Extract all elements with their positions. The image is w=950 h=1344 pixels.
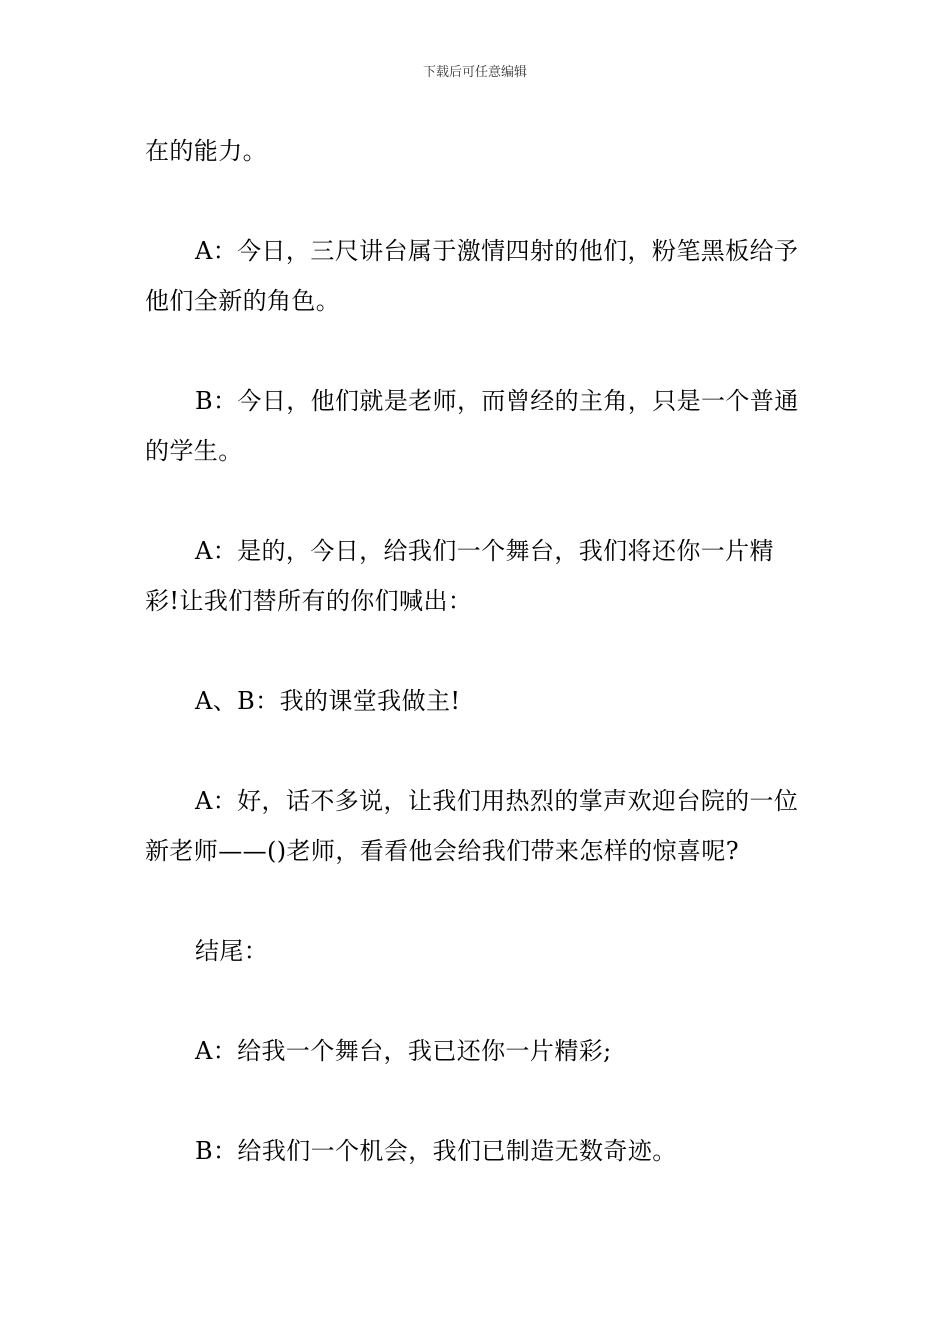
paragraph-8: A：给我一个舞台，我已还你一片精彩;: [195, 1037, 612, 1065]
paragraph-3: B：今日，他们就是老师，而曾经的主角，只是一个普通的学生。: [145, 387, 799, 465]
page-header: 下载后可任意编辑: [422, 65, 527, 80]
paragraph-2: A：今日，三尺讲台属于激情四射的他们，粉笔黑板给予他们全新的角色。: [145, 237, 799, 315]
paragraph-9: B：给我们一个机会，我们已制造无数奇迹。: [195, 1137, 677, 1165]
paragraph-4: A：是的，今日，给我们一个舞台，我们将还你一片精彩!让我们替所有的你们喊出：: [145, 537, 774, 615]
paragraph-1: 在的能力。: [145, 137, 267, 165]
paragraph-5: A、B：我的课堂我做主!: [195, 687, 461, 715]
paragraph-6: A：好，话不多说，让我们用热烈的掌声欢迎台院的一位新老师——()老师，看看他会给我们带来怎样的惊喜呢?: [145, 787, 799, 865]
document-body: [145, 126, 805, 1226]
paragraph-7: 结尾：: [195, 937, 269, 965]
